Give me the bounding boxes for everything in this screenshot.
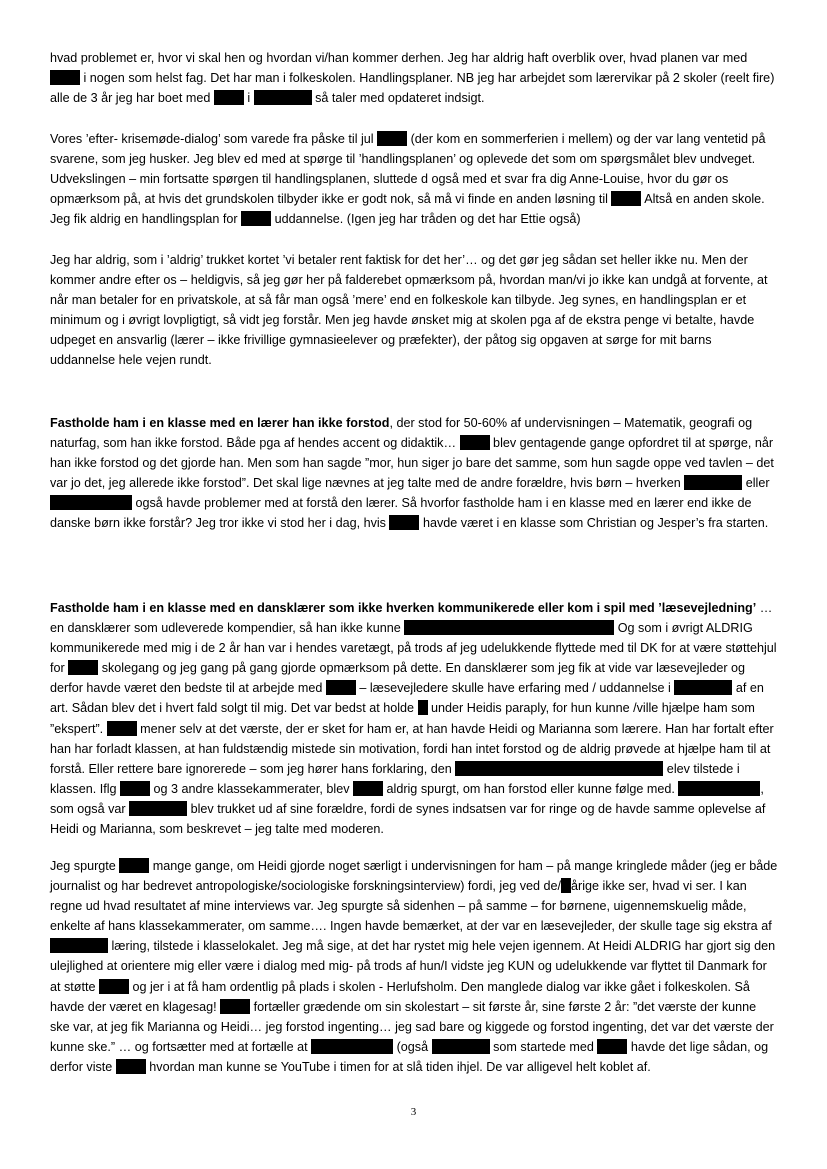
body-text: årige ikke ser, hvad vi ser. I kan regne ud hvad resultatet af mine interviews var. Jeg spurgte så sidenhen – på samme – for børnene, uigennemskuelig måde, enkelte af hans klassekammerater, om samme…. Ingen havde bemærket, at der var en læsevejleder, der skulle tage sig ekstra af <box>50 879 772 934</box>
redaction-bar <box>214 90 244 105</box>
redaction-bar <box>99 979 129 994</box>
paragraph-privatskole-forventning <box>50 250 778 371</box>
body-text: så taler med opdateret indsigt. <box>311 91 485 106</box>
redaction-bar <box>326 680 356 695</box>
redaction-bar <box>311 1039 393 1054</box>
redaction-bar <box>418 700 428 715</box>
paragraph-laerer-han-ikke-forstod <box>50 413 778 534</box>
body-text: mange gange, om Heidi gjorde noget særligt i undervisningen for ham – på mange kringlede måder (jeg er både journalist og har bedrevet antropologiske/sociologiske forskningsinterview) fordi, jeg ved de/ <box>50 859 778 894</box>
redaction-bar <box>120 781 150 796</box>
paragraph-interviews-heidi <box>50 856 778 1077</box>
body-text: elev tilstede i klassen. Iflg <box>50 761 740 796</box>
redaction-bar <box>50 938 108 953</box>
redaction-bar <box>561 878 571 893</box>
body-text: i nogen som helst fag. Det har man i folkeskolen. Handlingsplaner. NB jeg har arbejdet som lærervikar på 2 skoler (reelt fire) alle de 3 år jeg har boet med <box>50 71 775 106</box>
body-text: (også <box>393 1039 432 1054</box>
body-text: skolegang og jeg gang på gang gjorde opmærksom på dette. En dansklærer som jeg fik at vide var læsevejleder og derfor havde været den bedste til at arbejde med <box>50 661 746 696</box>
body-text: og 3 andre klassekammerater, blev <box>150 781 354 796</box>
paragraph-dansklaerer-laesevejledning <box>50 598 778 839</box>
redaction-bar <box>50 495 132 510</box>
body-text: Og som i øvrigt ALDRIG kommunikerede med mig i de 2 år han var i hendes varetægt, på trods af jeg udelukkende flyttede med til DK for at være støttehjul for <box>50 621 777 676</box>
body-text: Jeg spurgte <box>50 859 120 873</box>
redaction-bar <box>460 435 490 450</box>
redaction-bar <box>68 660 98 675</box>
body-text: Vores ’efter- krisemøde-dialog’ som varede fra påske til jul <box>50 132 378 146</box>
page-number: 3 <box>410 1106 417 1118</box>
redaction-bar <box>674 680 732 695</box>
redaction-bar <box>241 211 271 226</box>
body-text: også havde problemer med at forstå den lærer. Så hvorfor fastholde ham i en klasse med en lærer end ikke de danske børn ikke forstår? Jeg tror ikke vi stod her i dag, hvis <box>50 496 752 531</box>
body-text: … en dansklærer som udleverede kompendier, så han ikke kunne <box>50 601 773 636</box>
redaction-bar <box>455 761 663 776</box>
redaction-bar <box>678 781 760 796</box>
body-text: havde været i en klasse som Christian og Jesper’s fra starten. <box>419 516 769 531</box>
body-text: under Heidis paraply, for hun kunne /ville hjælpe ham som ”ekspert”. <box>50 701 755 736</box>
redaction-bar <box>597 1039 627 1054</box>
body-text: havde det lige sådan, og derfor viste <box>50 1039 769 1074</box>
redaction-bar <box>254 90 312 105</box>
body-text: eller <box>742 476 770 491</box>
body-text: aldrig spurgt, om han forstod eller kunne følge med. <box>383 781 679 796</box>
body-text: læring, tilstede i klasselokalet. Jeg må sige, at det har rystet mig hele vejen igennem. At Heidi ALDRIG har gjort sig den ulejlighed at orientere mig eller være i dialog med mig- på trods af hun/I vidste jeg KUN og udelukkende var flyttet til Danmark for at støtte <box>50 939 776 994</box>
redaction-bar <box>107 721 137 736</box>
redaction-bar <box>611 191 641 206</box>
body-text: fortæller grædende om sin skolestart – sit første år, sine første 2 år: ”det værste der kunne ske var, at jeg fik Marianna og Heidi… jeg forstod ingenting… jeg sad bare og kiggede og forstod ingenting, det var det værste der kunne ske.” … og fortsætter med at fortælle at <box>50 999 774 1054</box>
body-text: af en art. Sådan blev det i hvert fald solgt til mig. Det var bedst at holde <box>50 681 764 716</box>
paragraph-krisemoede-dialog <box>50 129 778 229</box>
paragraph-handlingsplan-intro <box>50 48 778 108</box>
body-text: hvordan man kunne se YouTube i timen for at slå tiden ihjel. De var alligevel helt koblet af. <box>145 1059 651 1074</box>
body-text: uddannelse. (Igen jeg har tråden og det har Ettie også) <box>271 212 581 227</box>
bold-heading-text: Fastholde ham i en klasse med en lærer han ikke forstod <box>50 416 390 430</box>
body-text: , som også var <box>50 781 764 816</box>
body-text: Jeg har aldrig, som i ’aldrig’ trukket kortet ’vi betaler rent faktisk for det her’… og det gør jeg sådan set heller ikke nu. Men der kommer andre efter os – heldigvis, så jeg gør her på falderebet opmærksom på, hvordan man/vi jo ikke kan undgå at forvente, at når man betaler for en privatskole, at så får man også ’mere’ end en folkeskole kan tilbyde. Jeg synes, en handlingsplan er et minimum og i øvrigt lovpligtigt, så vidt jeg forstår. Men jeg havde ønsket mig at skolen pga af de ekstra penge vi betalte, havde udpeget en ansvarlig (lærer – ikke frivillige gymnasieelever og præfekter), der påtog sig opgaven at sørge for mit barns uddannelse hele vejen rundt. <box>50 253 768 368</box>
bold-heading-text: Fastholde ham i en klasse med en dansklærer som ikke hverken kommunikerede eller kom i spil med ’læsevejledning’ <box>50 601 757 615</box>
redaction-bar <box>432 1039 490 1054</box>
body-text: som startede med <box>489 1039 598 1054</box>
redaction-bar <box>353 781 383 796</box>
body-text: og jer i at få ham ordentlig på plads i skolen - Herlufsholm. Den manglede dialog var ikke gået i folkeskolen. Så havde der været en klagesag! <box>50 979 750 1014</box>
body-text: (der kom en sommerferien i mellem) og der var lang ventetid på svarene, som jeg husker. Jeg blev ed med at spørge til ’handlingsplanen’ og oplevede det som om spørgsmålet blev undveget. Udvekslingen – min fortsatte spørgen til handlingsplanen, sluttede d også med et svar fra dig Anne-Louise, hvor du gør os opmærksom på, at hvis det grundskolen tilbyder ikke er godt nok, så må vi finde en anden løsning til <box>50 132 766 207</box>
redaction-bar <box>684 475 742 490</box>
redaction-bar <box>389 515 419 530</box>
body-text: – læsevejledere skulle have erfaring med / uddannelse i <box>355 681 675 696</box>
body-text: blev gentagende gange opfordret til at spørge, når han ikke forstod og det gjorde han. Men som han sagde ”mor, hun siger jo bare det samme, som hun sagde oppe ved tavlen – det var jo det, jeg allerede ikke forstod”. Det skal lige nævnes at jeg talte med de andre forældre, hvis børn – hverken <box>50 436 774 491</box>
body-text: blev trukket ud af sine forældre, fordi de synes indsatsen var for ringe og de havde samme oplevelse af Heidi og Marianna, som beskrevet – jeg talte med moderen. <box>50 801 766 837</box>
body-text: Altså en anden skole. Jeg fik aldrig en handlingsplan for <box>50 192 765 227</box>
redaction-bar <box>404 620 614 635</box>
redaction-bar <box>220 999 250 1014</box>
redaction-bar <box>377 131 407 146</box>
redaction-bar <box>129 801 187 816</box>
body-text: hvad problemet er, hvor vi skal hen og hvordan vi/han kommer derhen. Jeg har aldrig haft overblik over, hvad planen var med <box>50 51 748 65</box>
redaction-bar <box>50 70 80 85</box>
redaction-bar <box>116 1059 146 1074</box>
redaction-bar <box>119 858 149 873</box>
body-text: mener selv at det værste, der er sket for ham er, at han havde Heidi og Marianna som lærere. Han har fortalt efter han har forladt klassen, at han fuldstændig mistede sin motivation, fordi han intet forstod og de aldrig prøvede at hjælpe ham til at forstå. Eller rettere bare ignorerede – som jeg hører hans forklaring, den <box>50 721 774 776</box>
body-text: i <box>243 91 254 106</box>
body-text: , der stod for 50-60% af undervisningen – Matematik, geografi og naturfag, som han ikke forstod. Både pga af hendes accent og didaktik… <box>50 416 753 451</box>
